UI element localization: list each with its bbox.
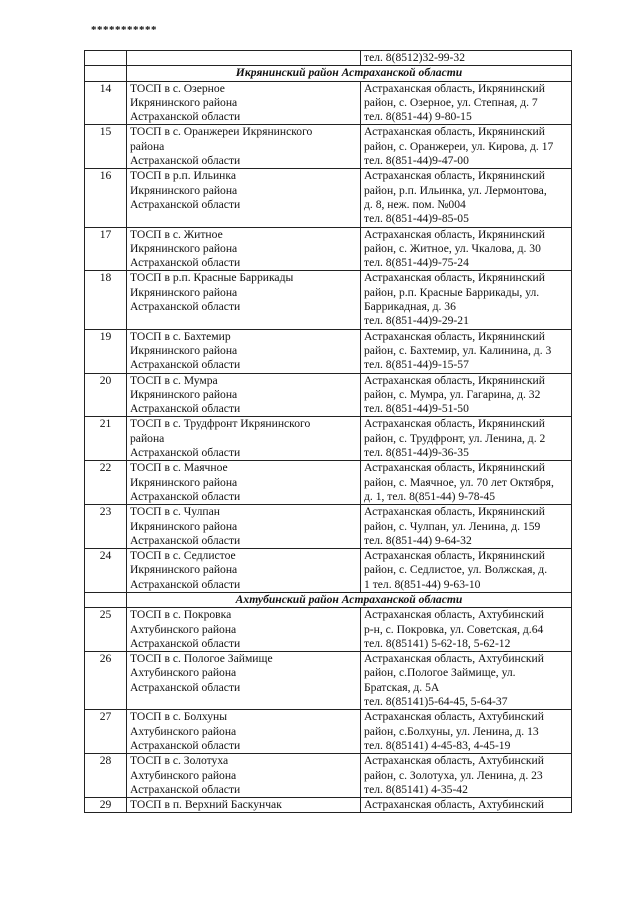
- cell-line: Астраханская область, Икрянинский: [364, 227, 545, 241]
- table-row: [85, 710, 572, 754]
- cell-line: тел. 8(851-44)9-85-05: [364, 212, 469, 226]
- cell-line: район, с. Бахтемир, ул. Калинина, д. 3: [364, 343, 552, 357]
- cell-line: ТОСП в с. Пологое Займище: [130, 652, 273, 666]
- cell-line: Астраханская область, Икрянинский: [364, 81, 545, 95]
- cell-line: ТОСП в с. Житное: [130, 227, 223, 241]
- cell-line: район, с.Пологое Займище, ул.: [364, 666, 516, 680]
- cell-line: район, с. Оранжереи, ул. Кирова, д. 17: [364, 139, 554, 153]
- row-number: 28: [85, 754, 127, 798]
- office-name: [127, 798, 361, 813]
- cell-line: Астраханская область, Икрянинский: [364, 373, 545, 387]
- cell-line: Икрянинского района: [130, 387, 238, 401]
- cell-line: Братская, д. 5А: [364, 680, 440, 694]
- row-number: 19: [85, 329, 127, 373]
- office-address: [361, 608, 572, 652]
- cell-line: ТОСП в с. Мумра: [130, 373, 218, 387]
- office-name: [127, 608, 361, 652]
- table-row: [85, 549, 572, 593]
- cell-line: ТОСП в с. Покровка: [130, 608, 232, 622]
- table-row: [85, 51, 572, 66]
- cell-line: тел. 8(85141) 5-62-18, 5-62-12: [364, 636, 511, 650]
- cell-line: Астраханской области: [130, 154, 241, 168]
- office-address: [361, 798, 572, 813]
- cell-line: ТОСП в с. Болхуны: [130, 710, 227, 724]
- office-address: [361, 169, 572, 227]
- row-number: 26: [85, 652, 127, 710]
- office-name: [127, 461, 361, 505]
- table-row: [85, 652, 572, 710]
- cell-line: тел. 8(851-44)9-47-00: [364, 154, 469, 168]
- cell-line: ТОСП в с. Озерное: [130, 81, 225, 95]
- cell-line: Астраханской области: [130, 300, 241, 314]
- row-number: 14: [85, 81, 127, 125]
- cell-line: Астраханской области: [130, 680, 241, 694]
- cell-line: тел. 8(85141) 4-45-83, 4-45-19: [364, 738, 511, 752]
- region-spacer: [85, 66, 127, 81]
- office-address: [361, 227, 572, 271]
- cell-line: Астраханская область, Икрянинский: [364, 461, 545, 475]
- row-number: 25: [85, 608, 127, 652]
- office-address: [361, 417, 572, 461]
- cell-line: тел. 8(851-44)9-51-50: [364, 402, 469, 416]
- office-address: [361, 125, 572, 169]
- office-address: [361, 373, 572, 417]
- cell-line: Астраханская область, Икрянинский: [364, 271, 545, 285]
- cell-line: Ахтубинского района: [130, 768, 237, 782]
- cell-line: район, р.п. Ильинка, ул. Лермонтова,: [364, 183, 547, 197]
- row-number: [85, 51, 127, 66]
- office-address: [361, 754, 572, 798]
- office-name: [127, 652, 361, 710]
- table-row: [85, 125, 572, 169]
- cell-line: ТОСП в с. Седлистое: [130, 549, 236, 563]
- row-number: 20: [85, 373, 127, 417]
- row-number: 16: [85, 169, 127, 227]
- region-spacer: [85, 592, 127, 607]
- office-address: [361, 549, 572, 593]
- cell-line: ТОСП в с. Трудфронт Икрянинского: [130, 417, 311, 431]
- office-address: [361, 271, 572, 329]
- cell-line: Астраханская область, Икрянинский: [364, 125, 545, 139]
- office-name: [127, 125, 361, 169]
- table-row: [85, 417, 572, 461]
- cell-line: Икрянинского района: [130, 285, 238, 299]
- cell-line: Астраханской области: [130, 358, 241, 372]
- office-address: [361, 329, 572, 373]
- cell-line: тел. 8(85141)5-64-45, 5-64-37: [364, 695, 508, 709]
- cell-line: Астраханская область, Ахтубинский: [364, 652, 544, 666]
- offices-table: [84, 50, 572, 813]
- cell-line: Астраханской области: [130, 577, 241, 591]
- cell-line: Икрянинского района: [130, 563, 238, 577]
- cell-line: д. 8, неж. пом. №004: [364, 197, 466, 211]
- cell-line: ТОСП в р.п. Ильинка: [130, 169, 236, 183]
- cell-line: район, с. Озерное, ул. Степная, д. 7: [364, 95, 538, 109]
- cell-line: тел. 8(851-44)9-36-35: [364, 446, 469, 460]
- table-row: [85, 271, 572, 329]
- table-row: [85, 798, 572, 813]
- cell-line: Астраханская область, Икрянинский: [364, 169, 545, 183]
- cell-line: Астраханской области: [130, 782, 241, 796]
- row-number: 22: [85, 461, 127, 505]
- cell-line: тел. 8(851-44) 9-64-32: [364, 533, 472, 547]
- cell-line: Астраханской области: [130, 256, 241, 270]
- cell-line: Икрянинского района: [130, 241, 238, 255]
- cell-line: Астраханская область, Ахтубинский: [364, 798, 544, 812]
- page-marker: ***********: [91, 24, 157, 36]
- office-address: [361, 461, 572, 505]
- region-header-row: [85, 592, 572, 607]
- table-row: [85, 373, 572, 417]
- cell-line: Икрянинского района: [130, 519, 238, 533]
- cell-line: района: [130, 139, 165, 153]
- cell-line: Астраханская область, Икрянинский: [364, 417, 545, 431]
- region-title: Ахтубинский район Астраханской области: [127, 592, 572, 607]
- office-address: [361, 710, 572, 754]
- office-address: [361, 505, 572, 549]
- row-number: 27: [85, 710, 127, 754]
- cell-line: Астраханская область, Ахтубинский: [364, 754, 544, 768]
- cell-line: Икрянинского района: [130, 95, 238, 109]
- table-row: [85, 505, 572, 549]
- cell-line: Астраханской области: [130, 533, 241, 547]
- cell-line: Астраханская область, Ахтубинский: [364, 710, 544, 724]
- office-address: [361, 51, 572, 66]
- office-address: [361, 652, 572, 710]
- cell-line: Астраханская область, Икрянинский: [364, 549, 545, 563]
- cell-line: тел. 8(851-44)9-75-24: [364, 256, 469, 270]
- cell-line: ТОСП в с. Маячное: [130, 461, 228, 475]
- cell-line: д. 1, тел. 8(851-44) 9-78-45: [364, 489, 496, 503]
- table-row: [85, 169, 572, 227]
- cell-line: Астраханской области: [130, 446, 241, 460]
- region-title: Икрянинский район Астраханской области: [127, 66, 572, 81]
- cell-line: тел. 8(851-44)9-29-21: [364, 314, 469, 328]
- cell-line: р-н, с. Покровка, ул. Советская, д.64: [364, 622, 544, 636]
- cell-line: 1 тел. 8(851-44) 9-63-10: [364, 577, 481, 591]
- row-number: 24: [85, 549, 127, 593]
- row-number: 15: [85, 125, 127, 169]
- cell-line: Астраханской области: [130, 636, 241, 650]
- office-name: [127, 271, 361, 329]
- cell-line: ТОСП в с. Золотуха: [130, 754, 229, 768]
- table-row: [85, 461, 572, 505]
- cell-line: Ахтубинского района: [130, 666, 237, 680]
- cell-line: тел. 8(851-44)9-15-57: [364, 358, 469, 372]
- office-name: [127, 329, 361, 373]
- office-name: [127, 417, 361, 461]
- cell-line: район, с. Житное, ул. Чкалова, д. 30: [364, 241, 541, 255]
- cell-line: ТОСП в р.п. Красные Баррикады: [130, 271, 294, 285]
- cell-line: тел. 8(851-44) 9-80-15: [364, 110, 472, 124]
- cell-line: Астраханская область, Икрянинский: [364, 329, 545, 343]
- office-name: [127, 754, 361, 798]
- row-number: 21: [85, 417, 127, 461]
- cell-line: Астраханской области: [130, 197, 241, 211]
- cell-line: район, с. Седлистое, ул. Волжская, д.: [364, 563, 548, 577]
- cell-line: ТОСП в с. Бахтемир: [130, 329, 231, 343]
- row-number: 17: [85, 227, 127, 271]
- table-row: [85, 608, 572, 652]
- table-row: [85, 754, 572, 798]
- cell-line: район, с. Маячное, ул. 70 лет Октября,: [364, 475, 554, 489]
- cell-line: ТОСП в с. Оранжереи Икрянинского: [130, 125, 313, 139]
- cell-line: Ахтубинского района: [130, 622, 237, 636]
- table-row: [85, 329, 572, 373]
- row-number: 23: [85, 505, 127, 549]
- cell-line: Икрянинского района: [130, 343, 238, 357]
- cell-line: ТОСП в с. Чулпан: [130, 505, 220, 519]
- region-header-row: [85, 66, 572, 81]
- office-name: [127, 227, 361, 271]
- cell-line: Икрянинского района: [130, 475, 238, 489]
- table-row: [85, 81, 572, 125]
- cell-line: район, с. Мумра, ул. Гагарина, д. 32: [364, 387, 541, 401]
- office-name: [127, 81, 361, 125]
- cell-line: Астраханской области: [130, 738, 241, 752]
- cell-line: Икрянинского района: [130, 183, 238, 197]
- cell-line: район, с. Чулпан, ул. Ленина, д. 159: [364, 519, 541, 533]
- cell-line: ТОСП в п. Верхний Баскунчак: [130, 798, 282, 812]
- row-number: 18: [85, 271, 127, 329]
- office-name: [127, 710, 361, 754]
- cell-line: район, с. Золотуха, ул. Ленина, д. 23: [364, 768, 543, 782]
- cell-line: Астраханской области: [130, 489, 241, 503]
- table-row: [85, 227, 572, 271]
- cell-line: тел. 8(8512)32-99-32: [364, 51, 466, 64]
- cell-line: Астраханская область, Икрянинский: [364, 505, 545, 519]
- cell-line: Ахтубинского района: [130, 724, 237, 738]
- cell-line: район, с. Трудфронт, ул. Ленина, д. 2: [364, 431, 546, 445]
- cell-line: тел. 8(85141) 4-35-42: [364, 782, 468, 796]
- office-address: [361, 81, 572, 125]
- office-name: [127, 373, 361, 417]
- office-name: [127, 51, 361, 66]
- cell-line: Астраханской области: [130, 402, 241, 416]
- cell-line: район, р.п. Красные Баррикады, ул.: [364, 285, 540, 299]
- office-name: [127, 505, 361, 549]
- cell-line: района: [130, 431, 165, 445]
- office-name: [127, 549, 361, 593]
- cell-line: Астраханская область, Ахтубинский: [364, 608, 544, 622]
- cell-line: Астраханской области: [130, 110, 241, 124]
- office-name: [127, 169, 361, 227]
- row-number: 29: [85, 798, 127, 813]
- cell-line: район, с.Болхуны, ул. Ленина, д. 13: [364, 724, 539, 738]
- cell-line: Баррикадная, д. 36: [364, 300, 456, 314]
